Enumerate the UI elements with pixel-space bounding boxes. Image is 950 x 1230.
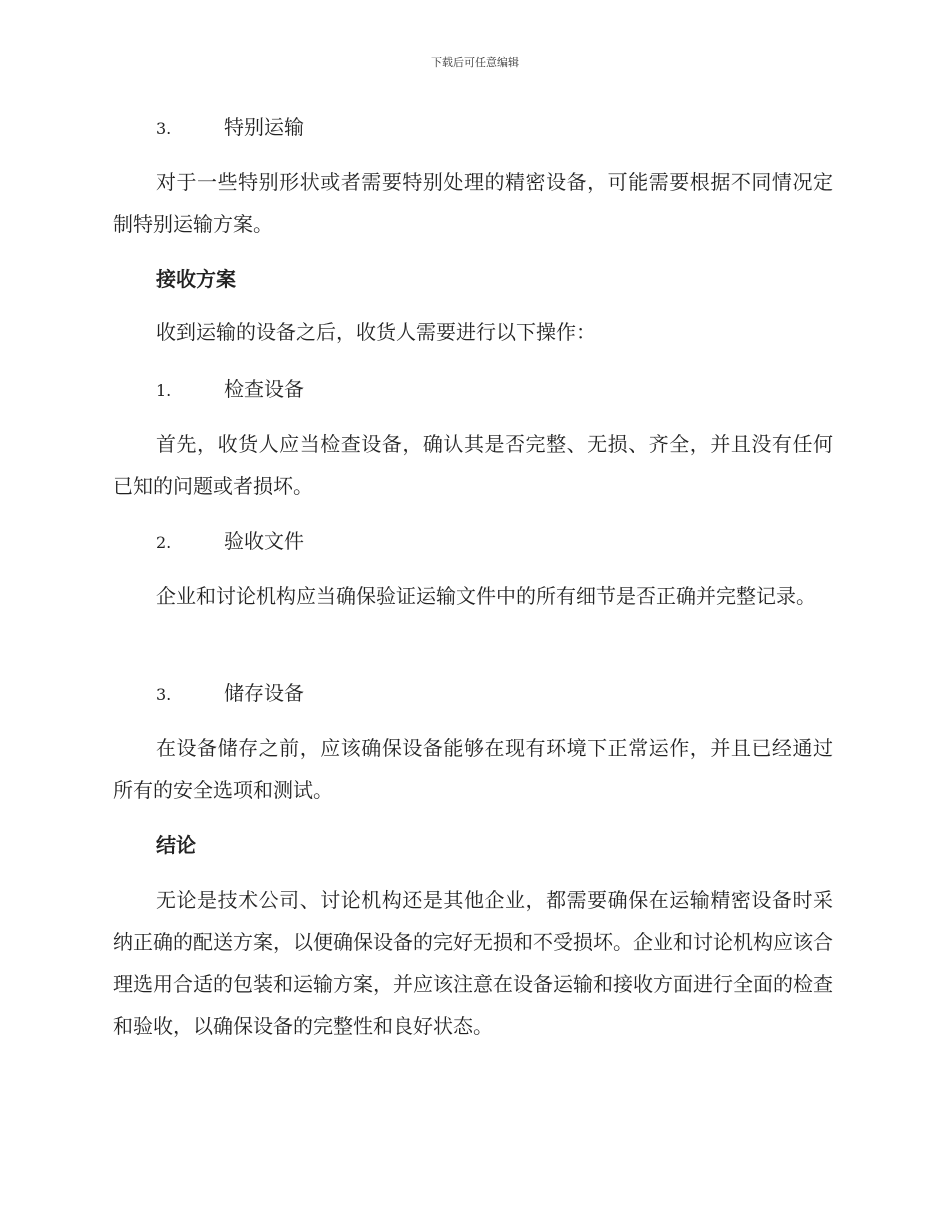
list-item-storage xyxy=(156,679,304,709)
list-title: 特别运输 xyxy=(224,115,304,139)
paragraph-special-transport: 对于一些特别形状或者需要特别处理的精密设备，可能需要根据不同情况定制特别运输方案。 xyxy=(113,170,833,236)
section-heading-receiving: 接收方案 xyxy=(156,267,236,291)
list-title: 储存设备 xyxy=(224,681,304,705)
list-item-acceptance xyxy=(156,527,304,557)
paragraph-conclusion: 无论是技术公司、讨论机构还是其他企业，都需要确保在运输精密设备时采纳正确的配送方案，以便确保设备的完好无损和不受损坏。企业和讨论机构应该合理选用合适的包装和运输方案，并应该注意在设备运输和接收方面进行全面的检查和验收，以确保设备的完整性和良好状态。 xyxy=(113,888,833,1038)
list-item-inspect xyxy=(156,375,304,405)
page-header: 下载后可任意编辑 xyxy=(431,56,519,69)
paragraph-receiving-intro: 收到运输的设备之后，收货人需要进行以下操作： xyxy=(156,320,596,344)
section-heading-conclusion: 结论 xyxy=(156,833,196,857)
paragraph-acceptance: 企业和讨论机构应当确保验证运输文件中的所有细节是否正确并完整记录。 xyxy=(156,584,816,608)
list-title: 检查设备 xyxy=(224,377,304,401)
list-number: 3. xyxy=(156,685,172,704)
list-number: 1. xyxy=(156,381,172,400)
list-number: 2. xyxy=(156,533,172,552)
paragraph-inspect: 首先，收货人应当检查设备，确认其是否完整、无损、齐全，并且没有任何已知的问题或者损坏。 xyxy=(113,432,833,498)
list-item-special-transport xyxy=(156,113,304,143)
paragraph-storage: 在设备储存之前，应该确保设备能够在现有环境下正常运作，并且已经通过所有的安全选项和测试。 xyxy=(113,736,833,802)
list-number: 3. xyxy=(156,119,172,138)
list-title: 验收文件 xyxy=(224,529,304,553)
